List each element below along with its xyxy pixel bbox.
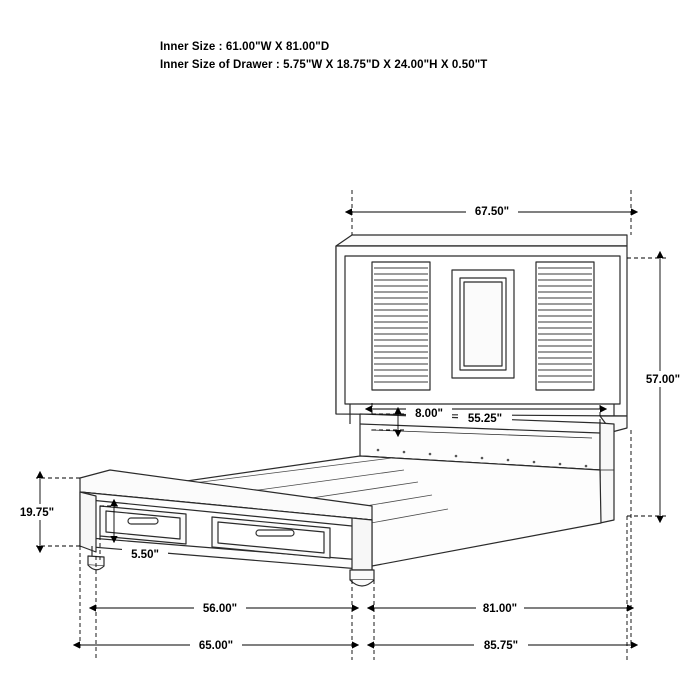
label-headboard-height: 57.00" — [645, 374, 681, 386]
label-headboard-width: 67.50" — [474, 206, 510, 218]
label-drawer-height: 5.50" — [131, 549, 159, 561]
label-bed-depth: 81.00" — [482, 603, 518, 615]
label-footboard-width: 56.00" — [202, 603, 238, 615]
label-rail-height: 8.00" — [415, 408, 443, 420]
label-footboard-total-width: 65.00" — [198, 640, 234, 652]
note-line-2: Inner Size of Drawer : 5.75"W X 18.75"D X 24.00"H X 0.50"T — [160, 59, 488, 71]
note-line-1: Inner Size : 61.00"W X 81.00"D — [160, 41, 330, 53]
label-footboard-height: 19.75" — [19, 507, 55, 519]
label-bed-total-depth: 85.75" — [483, 640, 519, 652]
label-rail-inner-width: 55.25" — [467, 413, 503, 425]
bed-outline — [80, 235, 627, 586]
